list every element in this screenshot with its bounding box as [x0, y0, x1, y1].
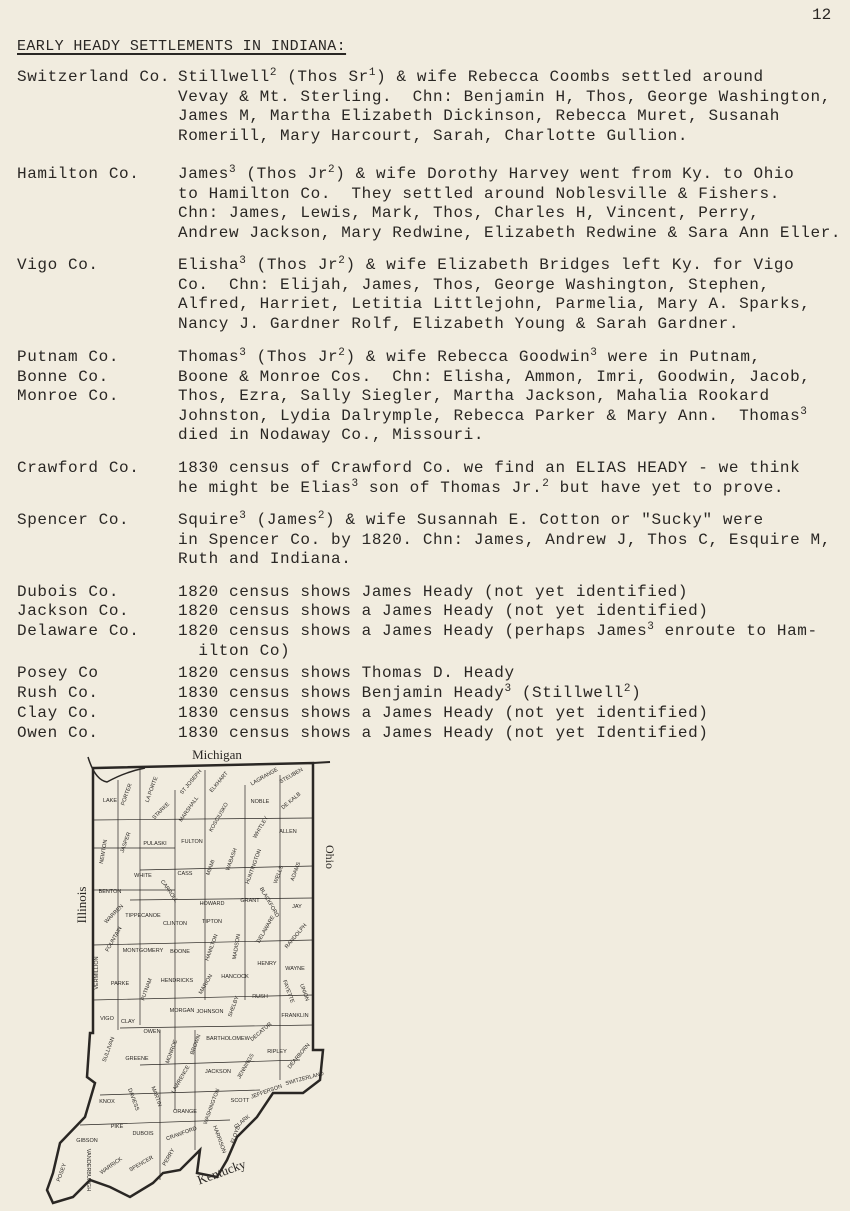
county-map-label: CRAWFORD — [165, 1125, 198, 1143]
county-map-label: WABASH — [225, 847, 239, 872]
text-segment: Chn: James, Lewis, Mark, Thos, Charles H, Vincent, Perry, — [178, 204, 760, 222]
entry-text — [178, 459, 800, 498]
county-label: Hamilton Co. — [17, 165, 140, 183]
county-map-label: LAWRENCE — [170, 1064, 192, 1095]
text-segment: James M, Martha Elizabeth Dickinson, Rebecca Muret, Susanah — [178, 107, 780, 125]
county-map-label: MARTIN — [149, 1085, 163, 1108]
county-name — [17, 459, 139, 479]
county-map-label: FOUNTAIN — [104, 926, 124, 953]
entry-text — [178, 256, 811, 334]
text-segment: Elisha — [178, 256, 240, 274]
text-line — [178, 88, 831, 108]
generation-superscript: 2 — [542, 477, 550, 490]
entry-text — [178, 511, 831, 570]
text-line — [178, 622, 818, 642]
state-label-illinois: Illinois — [74, 886, 89, 924]
text-segment: Andrew Jackson, Mary Redwine, Elizabeth Redwine & Sara Ann Eller. — [178, 223, 842, 242]
county-map-label: LA PORTE — [144, 776, 160, 804]
county-map-label: MADISON — [231, 933, 243, 960]
county-label: Owen Co. — [17, 724, 99, 742]
text-line — [178, 704, 708, 724]
county-map-label: VERMILLION — [94, 956, 100, 990]
county-map-label: STEUBEN — [278, 767, 305, 786]
entry-text — [178, 684, 641, 704]
text-segment: Nancy J. Gardner Rolf, Elizabeth Young & Sarah Gardner. — [178, 314, 740, 333]
county-map-label: RUSH — [252, 994, 268, 1000]
county-map-label: SHELBY — [227, 995, 241, 1018]
county-map-label: WAYNE — [285, 966, 305, 972]
entry-text — [178, 68, 831, 146]
text-line — [178, 550, 831, 570]
text-segment: Alfred, Harriet, Letitia Littlejohn, Parmelia, Mary A. Sparks, — [178, 295, 811, 313]
text-line — [178, 479, 800, 499]
generation-superscript: 2 — [317, 510, 326, 522]
county-map-label: CLINTON — [162, 921, 188, 927]
county-boundary — [100, 1090, 260, 1095]
text-segment: 1830 census shows a James Heady (not yet identified) — [178, 704, 709, 722]
text-line — [178, 642, 818, 662]
text-segment: (Thos Sr — [277, 68, 369, 86]
county-map-label: TIPPECANOE — [125, 913, 161, 919]
county-map-label: WASHINGTON — [202, 1087, 222, 1126]
text-segment: but have yet to prove. — [549, 478, 785, 497]
state-label-ohio: Ohio — [323, 845, 337, 869]
county-map-label: CASS — [177, 871, 193, 877]
county-name — [17, 622, 139, 642]
text-line — [178, 531, 831, 551]
text-line — [178, 256, 811, 276]
text-segment: 1820 census shows Thomas D. Heady — [178, 664, 515, 682]
county-label: Crawford Co. — [17, 459, 140, 477]
county-map-label: VANDERBURGH — [85, 1148, 91, 1192]
text-segment: son of Thomas Jr. — [358, 478, 543, 497]
county-map-label: CARROLL — [158, 879, 179, 904]
text-segment: ) — [631, 684, 642, 702]
text-segment: 1820 census shows James Heady (not yet identified) — [178, 583, 689, 601]
county-name — [17, 602, 129, 622]
county-boundary — [130, 898, 313, 900]
text-segment: ) & wife Dorothy Harvey went from Ky. to Ohio — [335, 165, 795, 183]
text-segment: (Thos Jr — [246, 348, 339, 366]
text-segment: Thos, Ezra, Sally Siegler, Martha Jackson, Mahalia Rookard — [178, 387, 770, 405]
text-line — [178, 684, 641, 704]
text-line — [178, 315, 811, 335]
county-name — [17, 583, 119, 603]
generation-superscript: 3 — [351, 477, 359, 490]
text-line — [178, 276, 811, 296]
text-segment: Stillwell — [178, 68, 270, 86]
generation-superscript: 3 — [800, 405, 808, 418]
county-map-label: SPENCER — [128, 1154, 155, 1174]
generation-superscript: 3 — [229, 164, 237, 176]
county-map-label: VIGO — [100, 1016, 114, 1022]
county-map-label: BOONE — [170, 949, 190, 955]
entry-text — [178, 165, 841, 243]
county-map-label: DAVIESS — [126, 1087, 140, 1112]
text-segment: Romerill, Mary Harcourt, Sarah, Charlotte Gullion. — [178, 126, 689, 145]
text-line — [178, 426, 811, 446]
county-map-label: MONROE — [165, 1039, 180, 1065]
lake-michigan-shoreline — [88, 757, 145, 782]
county-map-label: ST JOSEPH — [179, 768, 204, 796]
generation-superscript: 2 — [338, 255, 346, 267]
generation-superscript: 2 — [338, 347, 346, 359]
county-map-label: MARSHALL — [178, 795, 201, 824]
county-map-label: JENNINGS — [236, 1052, 256, 1081]
state-label-kentucky: Kentucky — [195, 1156, 248, 1188]
county-label: Vigo Co. — [17, 256, 99, 274]
text-segment: (Stillwell — [511, 684, 624, 702]
text-segment: (James — [246, 511, 318, 529]
text-segment: 1830 census shows a James Heady (not yet Identified) — [178, 724, 709, 742]
county-label: Rush Co. — [17, 684, 99, 702]
text-line — [178, 204, 841, 224]
county-label: Spencer Co. — [17, 511, 130, 529]
generation-superscript: 3 — [647, 621, 655, 633]
county-map-label: FLOYD — [230, 1125, 243, 1145]
generation-superscript: 3 — [239, 510, 247, 522]
county-map-label: ELKHART — [208, 770, 230, 794]
entry-text — [178, 664, 515, 684]
county-map-label: DECATUR — [249, 1021, 274, 1043]
generation-superscript: 3 — [590, 347, 598, 359]
county-name — [17, 511, 129, 531]
county-map-label: WHITE — [134, 873, 152, 879]
county-map-label: RANDOLPH — [284, 922, 309, 950]
text-segment: were in Putnam, — [597, 348, 761, 366]
text-line — [178, 583, 688, 603]
michigan-ohio-border — [313, 762, 330, 763]
text-segment: Ruth and Indiana. — [178, 550, 352, 568]
county-label: Clay Co. — [17, 704, 99, 722]
text-segment: ) & wife Rebecca Goodwin — [345, 348, 591, 366]
county-map-label: DUBOIS — [132, 1131, 154, 1137]
text-segment: ) & wife Susannah E. Cotton or "Sucky" were — [325, 511, 764, 529]
text-segment: ) & wife Elizabeth Bridges left Ky. for Vigo — [345, 256, 795, 274]
generation-superscript: 2 — [623, 683, 632, 695]
county-map-label: PUTNAM — [140, 977, 154, 1002]
text-line — [178, 387, 811, 407]
generation-superscript: 3 — [504, 683, 512, 695]
entry-text — [178, 348, 811, 446]
county-map-label: MIAMI — [205, 859, 217, 877]
generation-superscript: 3 — [239, 255, 247, 267]
county-map-label: HAMILTON — [204, 933, 220, 962]
county-map-label: PARKE — [110, 981, 130, 987]
text-line — [178, 348, 811, 368]
text-line — [178, 407, 811, 427]
county-map-label: STARKE — [151, 801, 172, 822]
county-map-label: HANCOCK — [221, 974, 249, 980]
generation-superscript: 2 — [328, 164, 336, 176]
county-map-label: KOSCIUSKO — [208, 801, 230, 834]
county-map-label: POSEY — [56, 1162, 69, 1183]
county-map-label: CLARK — [233, 1114, 252, 1131]
county-map-label: HOWARD — [199, 901, 225, 907]
text-segment: 1820 census shows a James Heady (not yet identified) — [178, 602, 709, 620]
county-map-label: JOHNSON — [196, 1009, 224, 1015]
county-map-label: PULASKI — [143, 841, 167, 847]
county-map-label: MORGAN — [169, 1008, 195, 1014]
text-line — [178, 368, 811, 388]
county-map-label: HUNTINGTON — [244, 848, 264, 885]
generation-superscript: 2 — [269, 67, 278, 79]
text-segment: Thomas — [178, 348, 240, 366]
county-map-label: ALLEN — [279, 829, 297, 835]
county-map-label: PIKE — [110, 1124, 124, 1130]
county-name — [17, 664, 99, 684]
text-segment: 1830 census of Crawford Co. we find an ELIAS HEADY - we think — [178, 459, 801, 477]
county-map-label: GRANT — [240, 898, 260, 904]
county-map-label: CLAY — [121, 1019, 135, 1025]
text-line — [178, 459, 800, 479]
county-name — [17, 165, 139, 185]
county-label: Putnam Co. — [17, 348, 120, 366]
county-map-label: DE KALB — [280, 791, 303, 811]
county-map-label: WHITLEY — [252, 815, 270, 840]
text-segment: Johnston, Lydia Dalrymple, Rebecca Parker & Mary Ann. Thomas — [178, 406, 801, 425]
county-map-label: OWEN — [143, 1029, 161, 1035]
text-line — [178, 602, 708, 622]
county-map-label: WARREN — [103, 903, 125, 925]
text-segment: ) & wife Rebecca Coombs settled around — [376, 68, 764, 86]
text-segment: Squire — [178, 511, 240, 529]
county-map-label: ADAMS — [289, 861, 303, 882]
county-map-label: NOBLE — [250, 799, 270, 805]
text-segment: 1820 census shows a James Heady (perhaps James — [178, 622, 648, 640]
text-segment: Boone & Monroe Cos. Chn: Elisha, Ammon, Imri, Goodwin, Jacob, — [178, 367, 811, 386]
county-label: Dubois Co. — [17, 583, 120, 601]
county-map-label: GIBSON — [76, 1138, 98, 1144]
entry-text — [178, 622, 818, 661]
county-map-label: JAY — [292, 904, 302, 910]
county-map-label: SCOTT — [230, 1098, 250, 1104]
county-label: Jackson Co. — [17, 602, 130, 620]
county-label: Bonne Co. — [17, 367, 109, 386]
text-line — [178, 68, 831, 88]
county-map-label: JASPER — [119, 831, 133, 854]
text-segment: (Thos Jr — [236, 165, 329, 183]
text-line — [178, 127, 831, 147]
county-map-label: NEWTON — [98, 839, 110, 865]
county-map-label: UNION — [298, 983, 310, 1003]
text-segment: Vevay & Mt. Sterling. Chn: Benjamin H, Thos, George Washington, — [178, 87, 831, 106]
page-number: 12 — [812, 6, 832, 24]
county-map-label: RIPLEY — [267, 1049, 287, 1055]
county-map-label: HARRISON — [211, 1124, 227, 1155]
county-map-label: SULLIVAN — [101, 1036, 117, 1063]
county-map-label: FRANKLIN — [281, 1013, 309, 1019]
text-segment: to Hamilton Co. They settled around Noblesville & Fishers. — [178, 184, 780, 203]
text-segment: in Spencer Co. by 1820. Chn: James, Andrew J, Thos C, Esquire M, — [178, 530, 831, 549]
county-map-label: GREENE — [125, 1056, 149, 1062]
generation-superscript: 3 — [239, 347, 247, 359]
county-map-label: PORTER — [120, 782, 134, 807]
entry-text — [178, 583, 688, 603]
county-name — [17, 348, 119, 407]
text-line — [178, 165, 841, 185]
county-label: Switzerland Co. — [17, 68, 171, 86]
county-label: Monroe Co. — [17, 387, 120, 405]
text-line — [178, 511, 831, 531]
county-map-label: WELLS — [273, 864, 286, 885]
county-map-label: JEFFERSON — [250, 1083, 284, 1101]
county-name — [17, 68, 170, 88]
generation-superscript: 1 — [368, 67, 377, 79]
county-map-label: FAYETTE — [281, 979, 295, 1004]
county-map-label: BROWN — [189, 1033, 203, 1056]
page-title: EARLY HEADY SETTLEMENTS IN INDIANA: — [17, 38, 347, 55]
text-segment: 1830 census shows Benjamin Heady — [178, 684, 505, 702]
text-line — [178, 107, 831, 127]
entry-text — [178, 602, 708, 622]
text-segment: James — [178, 165, 230, 183]
county-map-label: HENDRICKS — [160, 978, 194, 984]
county-map-label: LAKE — [102, 798, 118, 804]
county-name — [17, 256, 99, 276]
county-map-label: MARION — [198, 973, 215, 996]
county-label: Delaware Co. — [17, 622, 140, 640]
text-segment: enroute to Ham- — [654, 622, 818, 640]
county-label: Posey Co — [17, 664, 99, 682]
county-map-label: SWITZERLAND — [284, 1071, 325, 1088]
county-map-label: LAGRANGE — [249, 766, 280, 788]
text-segment: he might be Elias — [178, 478, 352, 497]
text-line — [178, 295, 811, 315]
county-map-label: WARRICK — [99, 1156, 124, 1177]
county-map-label: BENTON — [98, 889, 122, 895]
county-map-label: PERRY — [161, 1147, 177, 1168]
text-segment: Co. Chn: Elijah, James, Thos, George Washington, Stephen, — [178, 275, 770, 294]
state-label-michigan: Michigan — [192, 747, 242, 762]
county-map-label: DEARBORN — [286, 1042, 312, 1071]
entry-text — [178, 704, 708, 724]
text-line — [178, 224, 841, 244]
county-map-label: BARTHOLOMEW — [206, 1036, 250, 1042]
indiana-county-map — [0, 740, 850, 1211]
text-line — [178, 664, 515, 684]
county-name — [17, 704, 99, 724]
county-map-label: DELAWARE — [255, 914, 277, 945]
county-map-label: MONTGOMERY — [122, 948, 164, 954]
county-map-label: ORANGE — [173, 1109, 197, 1115]
county-map-label: FULTON — [181, 839, 203, 845]
text-segment: (Thos Jr — [246, 256, 339, 274]
text-segment: died in Nodaway Co., Missouri. — [178, 426, 485, 444]
text-line — [178, 185, 841, 205]
text-segment: ilton Co) — [178, 641, 291, 660]
county-boundary — [120, 1025, 313, 1028]
county-name — [17, 684, 99, 704]
county-map-label: JACKSON — [205, 1069, 231, 1075]
county-map-label: TIPTON — [201, 919, 223, 925]
county-map-label: BLACKFORD — [257, 886, 280, 919]
county-map-label: HENRY — [257, 961, 277, 967]
county-map-label: KNOX — [99, 1099, 115, 1105]
